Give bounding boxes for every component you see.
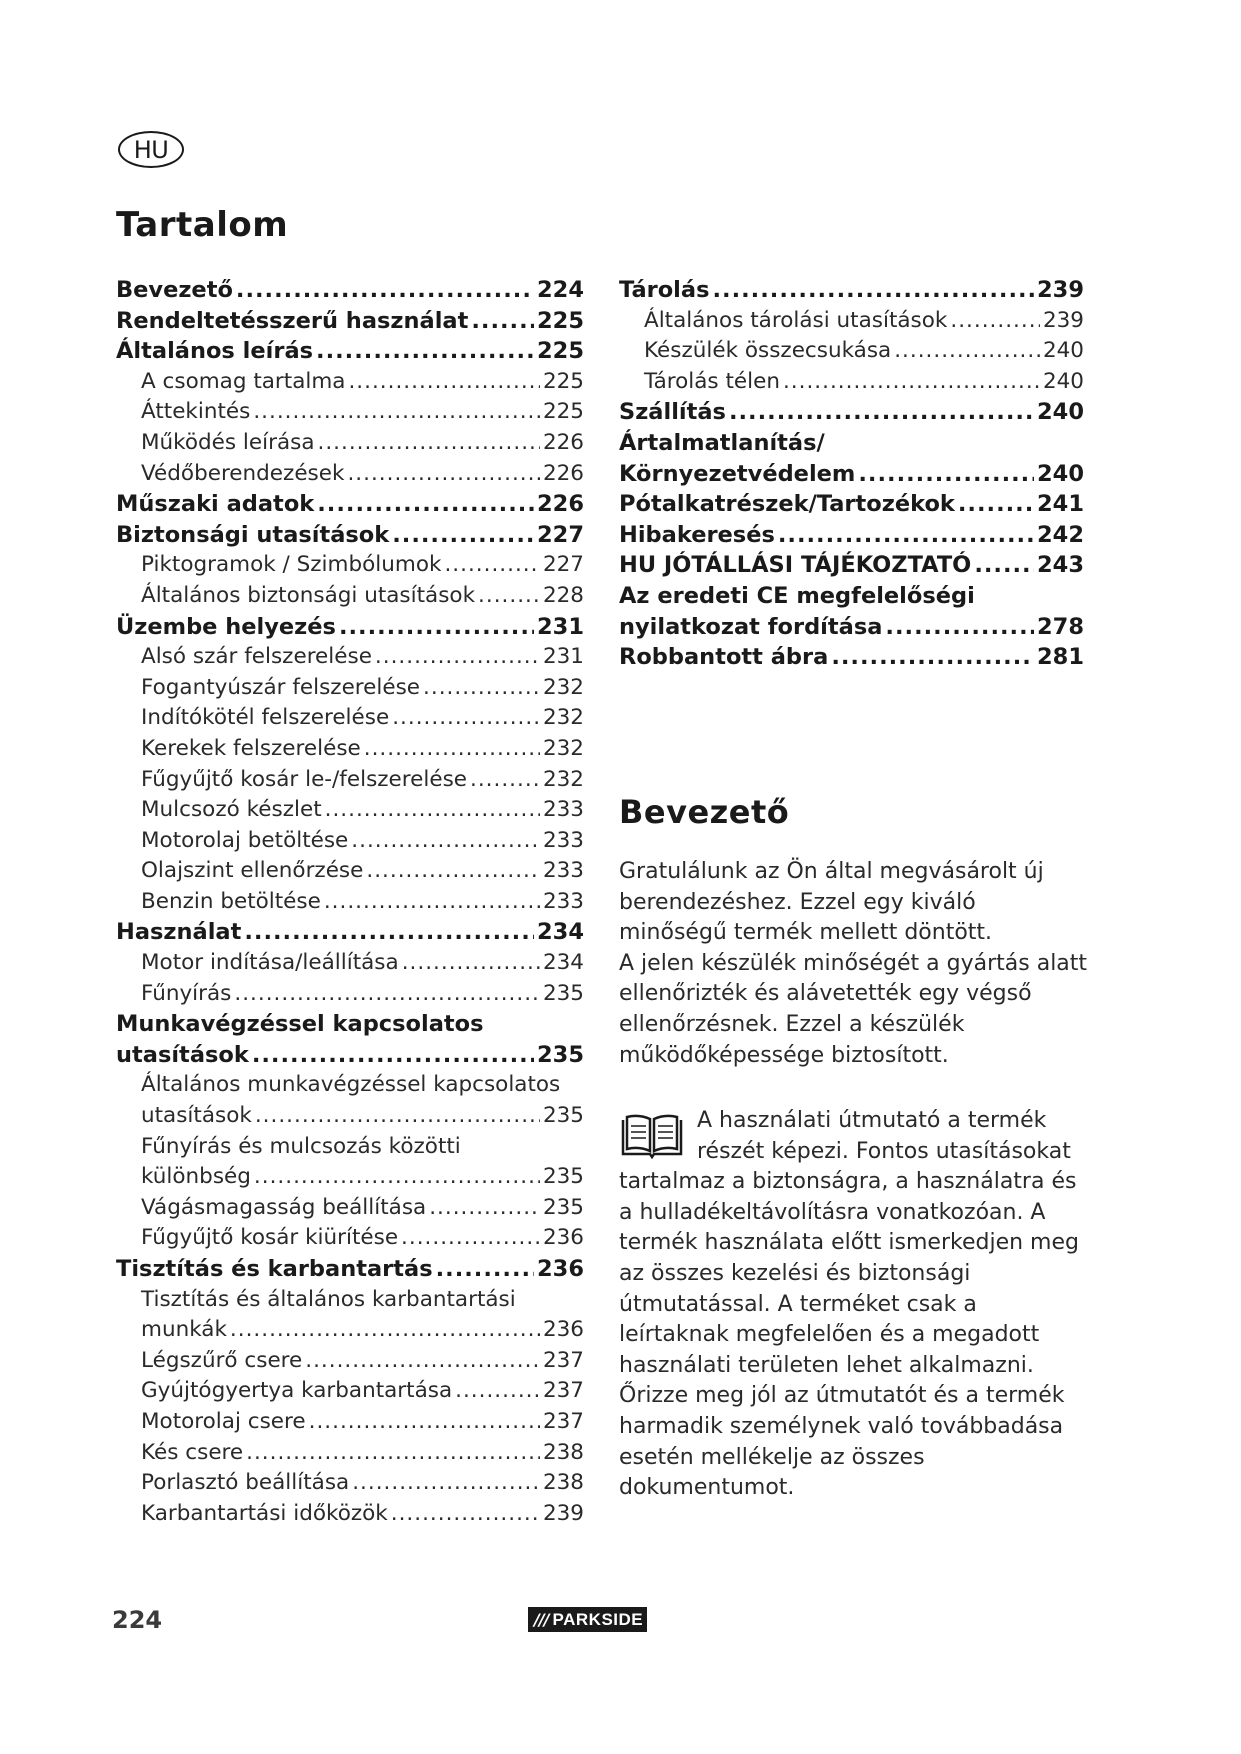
- toc-chapter: [619, 430, 1084, 461]
- toc-subsection: [116, 1378, 584, 1409]
- toc-subsection: [619, 369, 1084, 400]
- toc-chapter: [116, 614, 584, 645]
- toc-page-number: 225: [537, 338, 584, 365]
- toc-page-number: 232: [542, 674, 584, 700]
- toc-leader-dots: [950, 308, 1040, 333]
- toc-leader-dots: [478, 583, 540, 608]
- intro-paragraph: A jelen készülék minőségét a gyártás alatt ellenőrizték és alávetették egy végső ellenőrzésnek. Ezzel a készülék működőképessége biztosított.: [619, 950, 1088, 1068]
- toc-chapter: [619, 614, 1084, 645]
- toc-chapter: [619, 583, 1084, 614]
- toc-leader-dots: [712, 277, 1034, 303]
- toc-leader-dots: [234, 981, 540, 1006]
- toc-leader-dots: [318, 430, 540, 455]
- toc-leader-dots: [729, 399, 1034, 425]
- toc-entry-title: Fűnyírás: [141, 980, 232, 1006]
- toc-entry-title: utasítások: [141, 1103, 252, 1129]
- toc-entry-title: Áttekintés: [141, 399, 251, 425]
- toc-entry-title: Biztonsági utasítások: [116, 521, 390, 548]
- toc-subsection: [116, 858, 584, 889]
- toc-subsection: [116, 552, 584, 583]
- toc-page-number: 235: [542, 1194, 584, 1220]
- toc-page-number: 233: [542, 797, 584, 823]
- toc-leader-dots: [364, 736, 540, 761]
- toc-entry-title: Általános munkavégzéssel kapcsolatos: [141, 1072, 561, 1098]
- toc-subsection: [619, 338, 1084, 369]
- manual-note: A használati útmutató a termék részét képezi. Fontos utasításokat tartalmaz a biztonságra, a használatra és a hulladékeltávolításra vonatkozóan. A termék használata előtt ismerkedjen meg az összes kezelési és biztonsági útmutatással. A terméket csak a leírtaknak megfelelően és a megadott használati területen lehet alkalmazni.: [619, 1108, 1079, 1378]
- toc-chapter: [116, 1011, 584, 1042]
- book-icon: [619, 1114, 685, 1162]
- page-title: Tartalom: [116, 205, 289, 245]
- toc-page-number: 235: [542, 1164, 584, 1190]
- toc-subsection: [116, 583, 584, 614]
- toc-page-number: 236: [542, 1225, 584, 1251]
- toc-page-number: 240: [1037, 460, 1084, 487]
- intro-title: Bevezető: [619, 793, 790, 831]
- toc-entry-title: Kés csere: [141, 1439, 244, 1465]
- toc-leader-dots: [391, 1501, 540, 1526]
- toc-entry-title: Olajszint ellenőrzése: [141, 858, 364, 884]
- toc-subsection: [116, 1409, 584, 1440]
- toc-entry-title: Tárolás télen: [644, 368, 780, 394]
- toc-entry-title: Hibakeresés: [619, 521, 775, 548]
- toc-leader-dots: [783, 369, 1040, 394]
- toc-subsection: [116, 889, 584, 920]
- toc-chapter: [619, 399, 1084, 430]
- toc-entry-title: Használat: [116, 919, 242, 946]
- toc-leader-dots: [253, 399, 540, 424]
- toc-leader-dots: [236, 277, 534, 303]
- toc-page-number: 235: [542, 980, 584, 1006]
- toc-entry-title: Kerekek felszerelése: [141, 735, 361, 761]
- toc-page-number: 233: [542, 827, 584, 853]
- toc-page-number: 238: [542, 1439, 584, 1465]
- toc-leader-dots: [324, 889, 540, 914]
- toc-right-column: [619, 277, 1084, 675]
- toc-subsection: [116, 797, 584, 828]
- toc-entry-title: Mulcsozó készlet: [141, 797, 322, 823]
- toc-page-number: 225: [537, 307, 584, 334]
- toc-entry-title: Általános tárolási utasítások: [644, 307, 948, 333]
- toc-page-number: 243: [1037, 552, 1084, 579]
- toc-page-number: 233: [542, 888, 584, 914]
- toc-entry-title: Tisztítás és karbantartás: [116, 1256, 433, 1282]
- toc-chapter: [116, 308, 584, 339]
- toc-leader-dots: [339, 614, 534, 640]
- brand-mark: ///: [534, 1610, 549, 1629]
- toc-leader-dots: [317, 491, 534, 517]
- toc-page-number: 226: [542, 460, 584, 486]
- toc-page-number: 239: [542, 1500, 584, 1526]
- toc-page-number: 240: [1042, 338, 1084, 364]
- toc-entry-title: Munkavégzéssel kapcsolatos: [116, 1011, 484, 1038]
- toc-entry-title: Általános leírás: [116, 338, 314, 365]
- toc-chapter: [619, 552, 1084, 583]
- toc-page-number: 240: [1037, 399, 1084, 426]
- toc-subsection: [116, 1164, 584, 1195]
- toc-leader-dots: [351, 828, 540, 853]
- toc-leader-dots: [252, 1042, 534, 1068]
- toc-subsection: [116, 1134, 584, 1165]
- toc-leader-dots: [347, 461, 540, 486]
- toc-subsection: [116, 644, 584, 675]
- toc-page-number: 235: [537, 1041, 584, 1068]
- toc-leader-dots: [423, 675, 540, 700]
- toc-entry-title: Fűgyűjtő kosár le-/felszerelése: [141, 766, 468, 792]
- toc-page-number: 225: [542, 368, 584, 394]
- toc-entry-title: Környezetvédelem: [619, 460, 856, 487]
- toc-entry-title: Motor indítása/leállítása: [141, 950, 399, 976]
- toc-page-number: 238: [542, 1470, 584, 1496]
- toc-page-number: 278: [1037, 613, 1084, 640]
- toc-page-number: 232: [542, 705, 584, 731]
- toc-subsection: [116, 1072, 584, 1103]
- toc-entry-title: Karbantartási időközök: [141, 1500, 388, 1526]
- toc-entry-title: Pótalkatrészek/Tartozékok: [619, 491, 955, 518]
- toc-entry-title: Fogantyúszár felszerelése: [141, 674, 421, 700]
- toc-page-number: 232: [542, 735, 584, 761]
- toc-chapter: [116, 919, 584, 950]
- toc-entry-title: különbség: [141, 1164, 251, 1190]
- toc-entry-title: Ártalmatlanítás/: [619, 429, 825, 456]
- toc-page-number: 242: [1037, 521, 1084, 548]
- toc-entry-title: Üzembe helyezés: [116, 613, 336, 640]
- toc-entry-title: Fűgyűjtő kosár kiürítése: [141, 1225, 399, 1251]
- toc-page-number: 237: [542, 1347, 584, 1373]
- toc-leader-dots: [455, 1378, 540, 1403]
- toc-page-number: 227: [537, 521, 584, 548]
- toc-leader-dots: [244, 919, 534, 945]
- toc-entry-title: Indítókötél felszerelése: [141, 705, 390, 731]
- toc-chapter: [116, 491, 584, 522]
- toc-entry-title: Az eredeti CE megfelelőségi: [619, 582, 975, 609]
- toc-entry-title: Robbantott ábra: [619, 644, 829, 671]
- toc-subsection: [116, 1501, 584, 1532]
- toc-subsection: [116, 675, 584, 706]
- toc-page-number: 237: [542, 1408, 584, 1434]
- brand-name: PARKSIDE: [552, 1609, 644, 1629]
- toc-leader-dots: [894, 338, 1040, 363]
- toc-page-number: 239: [1042, 307, 1084, 333]
- toc-subsection: [116, 1470, 584, 1501]
- toc-page-number: 234: [542, 950, 584, 976]
- toc-chapter: [619, 491, 1084, 522]
- toc-entry-title: Készülék összecsukása: [644, 338, 892, 364]
- toc-leader-dots: [325, 797, 540, 822]
- toc-page-number: 228: [542, 582, 584, 608]
- toc-subsection: [116, 1287, 584, 1318]
- toc-entry-title: Általános biztonsági utasítások: [141, 582, 476, 608]
- toc-leader-dots: [401, 1225, 540, 1250]
- toc-entry-title: Védőberendezések: [141, 460, 345, 486]
- toc-subsection: [116, 828, 584, 859]
- language-badge: HU: [118, 131, 184, 168]
- intro-paragraph: Gratulálunk az Ön által megvásárolt új berendezéshez. Ezzel egy kiváló minőségű termék mellett döntött.: [619, 859, 1044, 946]
- toc-leader-dots: [885, 614, 1034, 640]
- toc-entry-title: Motorolaj betöltése: [141, 827, 349, 853]
- toc-subsection: [116, 705, 584, 736]
- toc-entry-title: Benzin betöltése: [141, 888, 321, 914]
- toc-page-number: 240: [1042, 368, 1084, 394]
- toc-leader-dots: [254, 1164, 540, 1189]
- toc-chapter: [116, 1256, 584, 1287]
- toc-subsection: [116, 981, 584, 1012]
- toc-page-number: 231: [537, 613, 584, 640]
- toc-leader-dots: [316, 338, 534, 364]
- toc-leader-dots: [348, 369, 539, 394]
- toc-leader-dots: [831, 644, 1034, 670]
- toc-entry-title: Tárolás: [619, 277, 710, 303]
- manual-note-block: [619, 1106, 1089, 1504]
- toc-leader-dots: [246, 1440, 540, 1465]
- toc-leader-dots: [305, 1348, 540, 1373]
- toc-leader-dots: [392, 522, 534, 548]
- toc-page-number: 227: [542, 552, 584, 578]
- toc-subsection: [116, 1195, 584, 1226]
- toc-entry-title: Alsó szár felszerelése: [141, 644, 372, 670]
- intro-body: [619, 857, 1089, 1071]
- toc-chapter: [619, 522, 1084, 553]
- toc-chapter: [116, 277, 584, 308]
- toc-page-number: 239: [1037, 277, 1084, 303]
- toc-page-number: 281: [1037, 644, 1084, 671]
- toc-subsection: [116, 1103, 584, 1134]
- toc-page-number: 231: [542, 644, 584, 670]
- page-number: 224: [112, 1606, 163, 1634]
- toc-entry-title: Működés leírása: [141, 429, 315, 455]
- toc-subsection: [619, 308, 1084, 339]
- toc-subsection: [116, 369, 584, 400]
- toc-page-number: 224: [537, 277, 584, 303]
- toc-chapter: [619, 461, 1084, 492]
- toc-page-number: 235: [542, 1103, 584, 1129]
- toc-page-number: 236: [542, 1317, 584, 1343]
- toc-page-number: 226: [542, 429, 584, 455]
- toc-leader-dots: [402, 950, 540, 975]
- toc-leader-dots: [375, 644, 540, 669]
- toc-subsection: [116, 736, 584, 767]
- toc-page-number: 241: [1037, 491, 1084, 518]
- toc-subsection: [116, 399, 584, 430]
- toc-leader-dots: [444, 552, 540, 577]
- toc-leader-dots: [436, 1256, 534, 1282]
- toc-page-number: 226: [537, 491, 584, 518]
- toc-subsection: [116, 1440, 584, 1471]
- toc-entry-title: Tisztítás és általános karbantartási: [141, 1286, 516, 1312]
- toc-entry-title: Műszaki adatok: [116, 491, 315, 518]
- toc-leader-dots: [470, 767, 540, 792]
- toc-leader-dots: [858, 461, 1034, 487]
- toc-entry-title: Bevezető: [116, 277, 233, 303]
- toc-subsection: [116, 1317, 584, 1348]
- toc-entry-title: utasítások: [116, 1041, 249, 1068]
- brand-logo: [528, 1607, 647, 1632]
- toc-leader-dots: [974, 552, 1034, 578]
- toc-entry-title: A csomag tartalma: [141, 368, 346, 394]
- toc-leader-dots: [309, 1409, 540, 1434]
- keep-manual-note: Őrizze meg jól az útmutatót és a termék harmadik személynek való továbbadása esetén mellékelje az összes dokumentumot.: [619, 1383, 1065, 1501]
- toc-chapter: [116, 338, 584, 369]
- toc-leader-dots: [352, 1470, 540, 1495]
- toc-entry-title: Fűnyírás és mulcsozás közötti: [141, 1133, 461, 1159]
- toc-entry-title: Piktogramok / Szimbólumok: [141, 552, 442, 578]
- toc-page-number: 232: [542, 766, 584, 792]
- toc-page-number: 234: [537, 919, 584, 946]
- toc-entry-title: HU JÓTÁLLÁSI TÁJÉKOZTATÓ: [619, 552, 972, 579]
- toc-leader-dots: [230, 1317, 540, 1342]
- toc-page-number: 237: [542, 1378, 584, 1404]
- toc-entry-title: Vágásmagasság beállítása: [141, 1194, 427, 1220]
- toc-chapter: [116, 522, 584, 553]
- toc-leader-dots: [429, 1195, 540, 1220]
- toc-subsection: [116, 1348, 584, 1379]
- toc-entry-title: munkák: [141, 1317, 227, 1343]
- toc-leader-dots: [366, 858, 540, 883]
- toc-entry-title: Motorolaj csere: [141, 1408, 306, 1434]
- toc-entry-title: Gyújtógyertya karbantartása: [141, 1378, 453, 1404]
- toc-chapter: [619, 277, 1084, 308]
- toc-entry-title: Porlasztó beállítása: [141, 1470, 350, 1496]
- toc-left-column: [116, 277, 584, 1531]
- toc-chapter: [619, 644, 1084, 675]
- toc-page-number: 236: [537, 1256, 584, 1282]
- toc-page-number: 225: [542, 399, 584, 425]
- toc-entry-title: Szállítás: [619, 399, 726, 426]
- toc-entry-title: Rendeltetésszerű használat: [116, 307, 469, 334]
- toc-subsection: [116, 950, 584, 981]
- toc-leader-dots: [471, 308, 534, 334]
- toc-leader-dots: [392, 705, 540, 730]
- toc-page-number: 233: [542, 858, 584, 884]
- toc-chapter: [116, 1042, 584, 1073]
- toc-entry-title: nyilatkozat fordítása: [619, 613, 883, 640]
- toc-leader-dots: [255, 1103, 540, 1128]
- toc-leader-dots: [958, 491, 1034, 517]
- toc-subsection: [116, 1225, 584, 1256]
- toc-subsection: [116, 430, 584, 461]
- toc-leader-dots: [778, 522, 1034, 548]
- toc-subsection: [116, 767, 584, 798]
- toc-entry-title: Légszűrő csere: [141, 1347, 303, 1373]
- toc-subsection: [116, 461, 584, 492]
